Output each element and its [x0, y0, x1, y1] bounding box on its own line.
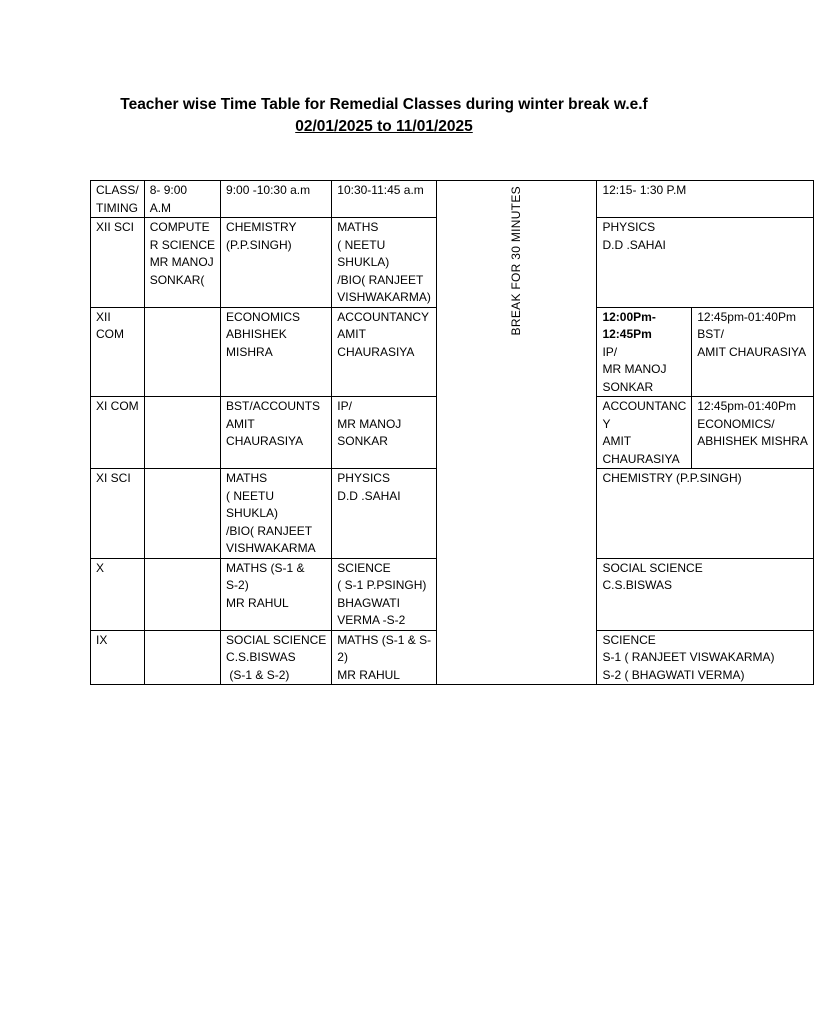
page-title: [0, 94, 768, 138]
break-label: BREAK FOR 30 MINUTES: [509, 186, 524, 336]
slot-4-cell: CHEMISTRY (P.P.SINGH): [597, 469, 813, 559]
slot-4a-cell: ACCOUNTANC Y AMIT CHAURASIYA: [597, 397, 692, 469]
slot-2-cell: BST/ACCOUNTS AMIT CHAURASIYA: [221, 397, 332, 469]
slot-2-cell: MATHS ( NEETU SHUKLA) /BIO( RANJEET VISHWAKARMA: [221, 469, 332, 559]
slot-1-cell: COMPUTE R SCIENCE MR MANOJ SONKAR(: [144, 218, 220, 308]
title-line-1: Teacher wise Time Table for Remedial Classes during winter break w.e.f: [120, 96, 648, 113]
slot-2-cell: MATHS (S-1 & S-2) MR RAHUL: [221, 558, 332, 630]
header-row: [91, 181, 814, 218]
break-column: [437, 181, 597, 685]
header-slot-2: 9:00 -10:30 a.m: [221, 181, 332, 218]
slot-4-cell: SOCIAL SCIENCE C.S.BISWAS: [597, 558, 813, 630]
slot-1-cell: [144, 469, 220, 559]
slot-3-cell: SCIENCE ( S-1 P.PSINGH) BHAGWATI VERMA -S-2: [332, 558, 437, 630]
slot-2-cell: SOCIAL SCIENCE C.S.BISWAS (S-1 & S-2): [221, 630, 332, 685]
slot-4b-cell: 12:45pm-01:40Pm BST/ AMIT CHAURASIYA: [692, 307, 814, 397]
slot-4a-cell: 12:00Pm- 12:45Pm IP/ MR MANOJ SONKAR: [597, 307, 692, 397]
slot-2-cell: ECONOMICS ABHISHEK MISHRA: [221, 307, 332, 397]
class-cell: IX: [91, 630, 145, 685]
class-cell: XI SCI: [91, 469, 145, 559]
slot-1-cell: [144, 630, 220, 685]
timetable: [90, 180, 814, 685]
slot-3-cell: MATHS ( NEETU SHUKLA) /BIO( RANJEET VISHWAKARMA): [332, 218, 437, 308]
slot-3-cell: PHYSICS D.D .SAHAI: [332, 469, 437, 559]
class-cell: XI COM: [91, 397, 145, 469]
class-cell: XII SCI: [91, 218, 145, 308]
title-date-range: 02/01/2025 to 11/01/2025: [295, 118, 473, 135]
class-cell: XII COM: [91, 307, 145, 397]
slot-1-cell: [144, 397, 220, 469]
header-slot-4: 12:15- 1:30 P.M: [597, 181, 813, 218]
header-class-timing: CLASS/ TIMING: [91, 181, 145, 218]
slot-4-cell: SCIENCE S-1 ( RANJEET VISWAKARMA) S-2 ( BHAGWATI VERMA): [597, 630, 813, 685]
header-slot-3: 10:30-11:45 a.m: [332, 181, 437, 218]
slot-3-cell: MATHS (S-1 & S- 2) MR RAHUL: [332, 630, 437, 685]
slot-1-cell: [144, 307, 220, 397]
slot-1-cell: [144, 558, 220, 630]
class-cell: X: [91, 558, 145, 630]
slot-3-cell: ACCOUNTANCY AMIT CHAURASIYA: [332, 307, 437, 397]
slot-2-cell: CHEMISTRY (P.P.SINGH): [221, 218, 332, 308]
header-slot-1: 8- 9:00 A.M: [144, 181, 220, 218]
slot-4b-cell: 12:45pm-01:40Pm ECONOMICS/ ABHISHEK MISHRA: [692, 397, 814, 469]
slot-4-cell: PHYSICS D.D .SAHAI: [597, 218, 813, 308]
slot-3-cell: IP/ MR MANOJ SONKAR: [332, 397, 437, 469]
